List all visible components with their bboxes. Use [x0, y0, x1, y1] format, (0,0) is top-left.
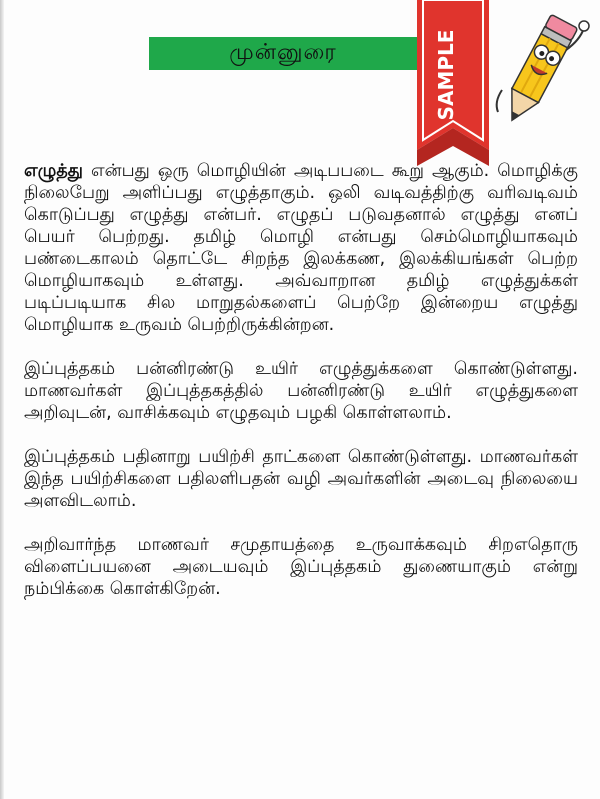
paragraph-3: இப்புத்தகம் பதினாறு பயிற்சி தாட்களை கொண்டுள்ளது. மாணவர்கள் இந்த பயிற்சிகளை பதிலளிபதன் வழி அவர்களின் அடைவு நிலையை அளவிடலாம். [24, 447, 578, 511]
page-title: முன்னுரை [229, 39, 337, 65]
paragraph-1 [24, 160, 578, 336]
pencil-mascot-icon [488, 10, 592, 138]
paragraph-4: அறிவார்ந்த மாணவர் சமுதாயத்தை உருவாக்கவும் சிறஎதொரு விளைப்பயனை அடையவும் இப்புத்தகம் துணையாகும் என்று நம்பிக்கை கொள்கிறேன். [24, 535, 578, 599]
sample-ribbon-icon [417, 0, 489, 166]
paragraph-1-lead-word: எழுத்து [24, 161, 83, 181]
preface-body [24, 160, 578, 622]
paragraph-2: இப்புத்தகம் பன்னிரண்டு உயிர் எழுத்துக்களை கொண்டுள்ளது. மாணவர்கள் இப்புத்தகத்தில் பன்னிரண்டு உயிர் எழுத்துகளை அறிவுடன், வாசிக்கவும் எழுதவும் பழகி கொள்ளலாம். [24, 359, 578, 423]
paragraph-1-text: என்பது ஒரு மொழியின் அடிபபடை கூறு ஆகும். மொழிக்கு நிலைபேறு அளிப்பது எழுத்தாகும். ஒலி வடிவத்திற்கு வரிவடிவம் கொடுப்பது எழுத்து என்பர். எழுதப் படுவதனால் எழுத்து எனப் பெயர் பெற்றது. தமிழ் மொழி என்பது செம்மொழியாகவும் பண்டைகாலம் தொட்டே சிறந்த இலக்கண, இலக்கியங்கள் பெற்ற மொழியாகவும் உள்ளது. அவ்வாறான தமிழ் எழுத்துக்கள் படிப்படியாக சில மாறுதல்களைப் பெற்றே இன்றைய எழுத்து மொழியாக உருவம் பெற்றிருக்கின்றன. [24, 161, 578, 335]
title-banner [149, 37, 417, 70]
sample-badge-label: SAMPLE [434, 29, 458, 121]
page-edge-shadow [0, 0, 4, 799]
